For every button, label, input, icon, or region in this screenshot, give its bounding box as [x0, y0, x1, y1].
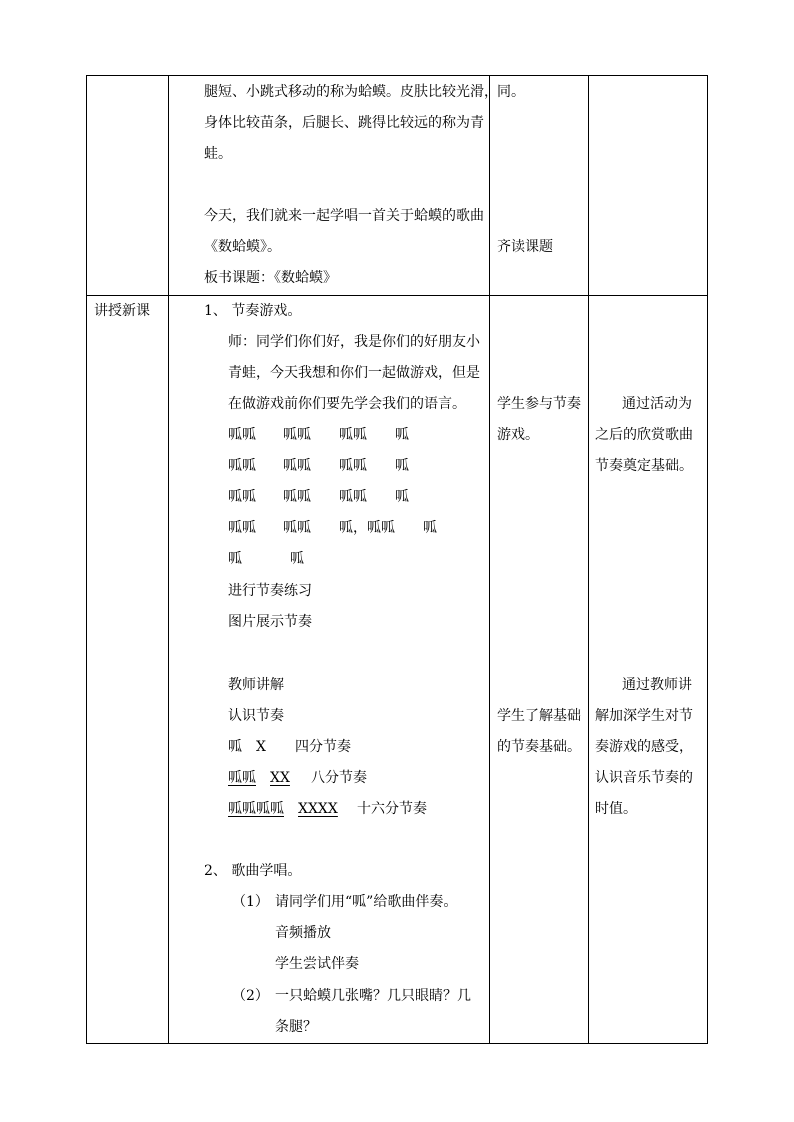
gua-cell: 呱呱: [339, 458, 367, 474]
row1-student-activity: 同。: [497, 84, 525, 100]
stage-label: 讲授新课: [94, 303, 150, 319]
table-col-divider-1: [168, 75, 169, 1044]
s2-item-number: （2）: [232, 988, 269, 1004]
practice-line: 进行节奏练习: [228, 583, 312, 599]
gua-cell: 呱呱: [339, 427, 367, 443]
section-2-title: 2、 歌曲学唱。: [204, 863, 302, 879]
s2-item-text: 一只蛤蟆几张嘴？几只眼睛？几: [275, 988, 471, 1004]
s2-item-number: （1）: [232, 894, 269, 910]
gua-cell: 呱呱: [283, 458, 311, 474]
practice-line: 图片展示节奏: [228, 614, 312, 630]
table-left-border: [86, 75, 87, 1044]
row1-student-activity: 齐读课题: [497, 239, 553, 255]
gua-cell: 呱: [395, 458, 409, 474]
gua-cell: 呱呱: [228, 520, 256, 536]
gua-cell: 呱: [395, 489, 409, 505]
gua-cell: 呱: [228, 551, 242, 567]
s2-item-text: 条腿？: [275, 1019, 317, 1035]
gua-cell: 呱呱: [228, 489, 256, 505]
gua-cell: 呱: [290, 551, 304, 567]
explain-line: 认识节奏: [228, 708, 284, 724]
row1-text-line: 板书课题：《数蛤蟆》: [204, 270, 337, 286]
rhythm-name: 十六分节奏: [357, 801, 427, 817]
design-intent-line: 解加深学生对节: [595, 708, 693, 724]
table-row-divider: [86, 295, 708, 296]
gua-cell: 呱呱: [228, 458, 256, 474]
rhythm-word: 呱呱呱呱: [228, 801, 284, 817]
rhythm-symbol: X: [256, 739, 266, 755]
rhythm-name: 八分节奏: [311, 770, 367, 786]
design-intent-line: 通过活动为: [622, 396, 692, 412]
student-activity-line: 学生参与节奏: [497, 396, 581, 412]
rhythm-word: 呱呱: [228, 770, 256, 786]
teacher-line: 师：同学们你们好，我是你们的好朋友小: [228, 334, 480, 350]
design-intent-line: 通过教师讲: [622, 677, 692, 693]
teacher-line: 青蛙，今天我想和你们一起做游戏，但是: [228, 365, 480, 381]
row1-text-line: 今天，我们就来一起学唱一首关于蛤蟆的歌曲: [204, 208, 484, 224]
table-right-border: [707, 75, 708, 1044]
row1-text-line: 腿短、小跳式移动的称为蛤蟆。皮肤比较光滑，: [204, 84, 498, 100]
rhythm-symbol: XXXX: [298, 801, 338, 817]
row1-text-line: 蛙。: [204, 146, 232, 162]
row1-text-line: 《数蛤蟆》。: [204, 239, 281, 255]
design-intent-line: 节奏奠定基础。: [595, 458, 693, 474]
row1-text-line: 身体比较苗条，后腿长、跳得比较远的称为青: [204, 115, 484, 131]
table-col-divider-2: [489, 75, 490, 1044]
table-top-border: [86, 75, 708, 76]
gua-cell: 呱呱: [228, 427, 256, 443]
table-bottom-border: [86, 1043, 708, 1044]
s2-item-text: 音频播放: [275, 925, 331, 941]
design-intent-line: 奏游戏的感受，: [595, 739, 693, 755]
student-activity-line: 学生了解基础: [497, 708, 581, 724]
rhythm-word: 呱: [228, 739, 242, 755]
gua-cell: 呱呱: [339, 489, 367, 505]
explain-line: 教师讲解: [228, 677, 284, 693]
rhythm-symbol: XX: [270, 770, 290, 786]
table-col-divider-3: [588, 75, 589, 1044]
gua-cell: 呱呱: [283, 489, 311, 505]
rhythm-name: 四分节奏: [295, 739, 351, 755]
student-activity-line: 的节奏基础。: [497, 739, 581, 755]
gua-cell: 呱呱: [283, 520, 311, 536]
design-intent-line: 之后的欣赏歌曲: [595, 427, 693, 443]
section-1-title: 1、 节奏游戏。: [204, 303, 302, 319]
design-intent-line: 认识音乐节奏的: [595, 770, 693, 786]
gua-cell: 呱: [423, 520, 437, 536]
design-intent-line: 时值。: [595, 801, 637, 817]
s2-item-text: 请同学们用“呱”给歌曲伴奏。: [275, 894, 458, 910]
gua-cell: 呱，呱呱: [339, 520, 395, 536]
s2-item-text: 学生尝试伴奏: [275, 956, 359, 972]
gua-cell: 呱: [395, 427, 409, 443]
teacher-line: 在做游戏前你们要先学会我们的语言。: [228, 396, 466, 412]
gua-cell: 呱呱: [283, 427, 311, 443]
student-activity-line: 游戏。: [497, 427, 539, 443]
